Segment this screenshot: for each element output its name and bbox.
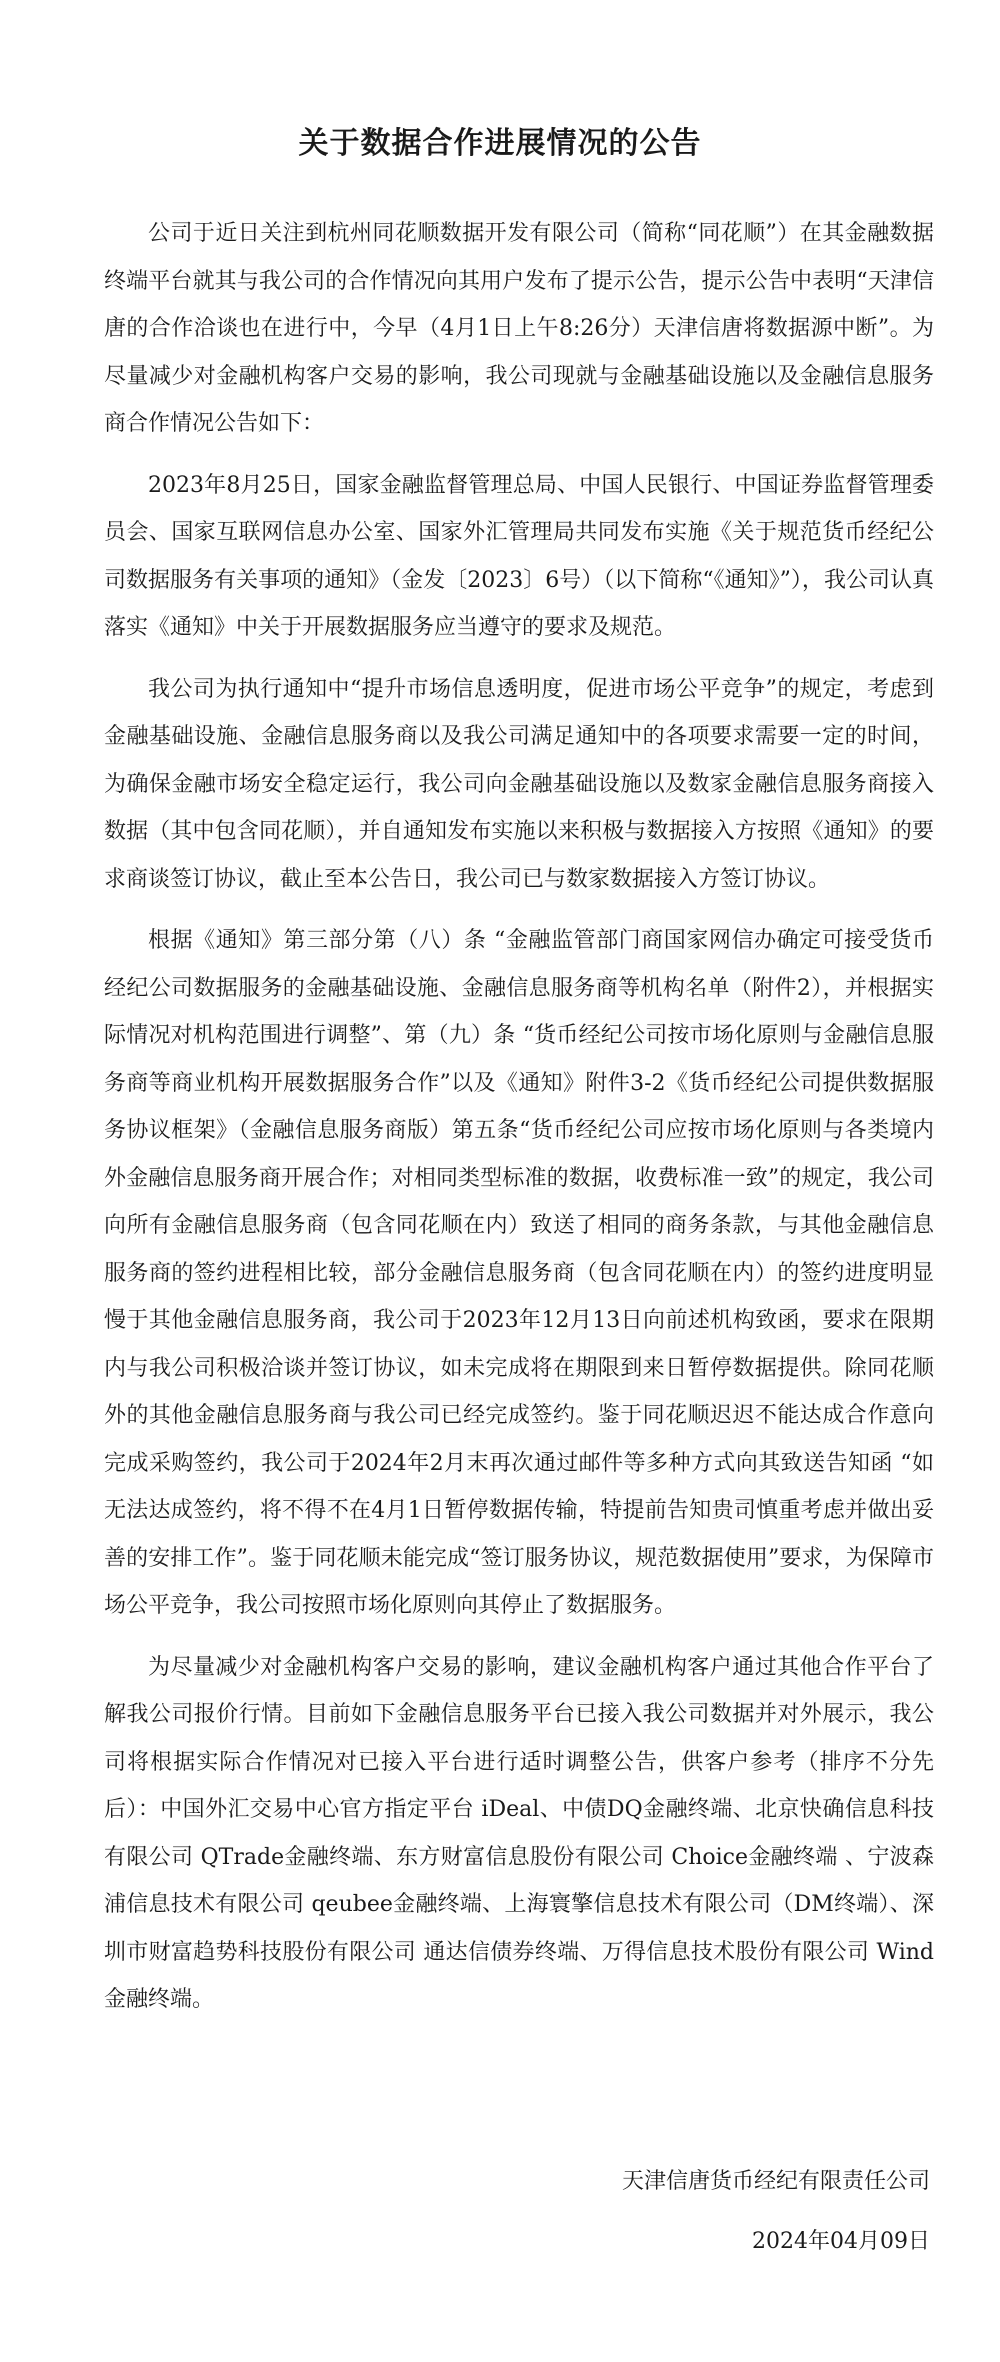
paragraph-intro: 公司于近日关注到杭州同花顺数据开发有限公司（简称“同花顺”）在其金融数据终端平台就其与我公司的合作情况向其用户发布了提示公告，提示公告中表明“天津信唐的合作洽谈也在进行中，今早（4月1日上午8:26分）天津信唐将数据源中断”。为尽量减少对金融机构客户交易的影响，我公司现就与金融基础设施以及金融信息服务商合作情况公告如下： xyxy=(104,221,934,436)
signature-company: 天津信唐货币经纪有限责任公司 xyxy=(621,2169,930,2194)
paragraph-alternative-platforms: 为尽量减少对金融机构客户交易的影响，建议金融机构客户通过其他合作平台了解我公司报价行情。目前如下金融信息服务平台已接入我公司数据并对外展示，我公司将根据实际合作情况对已接入平台进行适时调整公告，供客户参考（排序不分先后）：中国外汇交易中心官方指定平台 iDeal、中债DQ金融终端、北京快确信息科技有限公司 QTrade金融终端、东方财富信息股份有限公司 Choice金融终端 、宁波森浦信息技术有限公司 qeubee金融终端、上海寰擎信息技术有限公司（DM终端）、深圳市财富趋势科技股份有限公司 通达信债券终端、万得信息技术股份有限公司 Wind金融终端。 xyxy=(104,1654,934,2012)
paragraph-notice-background: 2023年8月25日，国家金融监督管理总局、中国人民银行、中国证券监督管理委员会、国家互联网信息办公室、国家外汇管理局共同发布实施《关于规范货币经纪公司数据服务有关事项的通知》（金发〔2023〕6号）（以下简称“《通知》”），我公司认真落实《通知》中关于开展数据服务应当遵守的要求及规范。 xyxy=(104,472,934,640)
page-title: 关于数据合作进展情况的公告 xyxy=(298,126,702,161)
paragraph-implementation: 我公司为执行通知中“提升市场信息透明度，促进市场公平竞争”的规定，考虑到金融基础设施、金融信息服务商以及我公司满足通知中的各项要求需要一定的时间，为确保金融市场安全稳定运行，我公司向金融基础设施以及数家金融信息服务商接入数据（其中包含同花顺），并自通知发布实施以来积极与数据接入方按照《通知》的要求商谈签订协议，截止至本公告日，我公司已与数家数据接入方签订协议。 xyxy=(104,676,934,892)
announcement-body xyxy=(104,210,934,2038)
paragraph-contract-details: 根据《通知》第三部分第（八）条 “金融监管部门商国家网信办确定可接受货币经纪公司数据服务的金融基础设施、金融信息服务商等机构名单（附件2），并根据实际情况对机构范围进行调整”、第（九）条 “货币经纪公司按市场化原则与金融信息服务商等商业机构开展数据服务合作”以及《通知》附件3-2《货币经纪公司提供数据服务协议框架》（金融信息服务商版）第五条“货币经纪公司应按市场化原则与各类境内外金融信息服务商开展合作；对相同类型标准的数据，收费标准一致”的规定，我公司向所有金融信息服务商（包含同花顺在内）致送了相同的商务条款，与其他金融信息服务商的签约进程相比较，部分金融信息服务商（包含同花顺在内）的签约进度明显慢于其他金融信息服务商，我公司于2023年12月13日向前述机构致函，要求在限期内与我公司积极洽谈并签订协议，如未完成将在期限到来日暂停数据提供。除同花顺外的其他金融信息服务商与我公司已经完成签约。鉴于同花顺迟迟不能达成合作意向完成采购签约，我公司于2024年2月末再次通过邮件等多种方式向其致送告知函 “如无法达成签约，将不得不在4月1日暂停数据传输，特提前告知贵司慎重考虑并做出妥善的安排工作”。鉴于同花顺未能完成“签订服务协议，规范数据使用”要求，为保障市场公平竞争，我公司按照市场化原则向其停止了数据服务。 xyxy=(104,928,934,1618)
signature-block xyxy=(622,2152,930,2272)
signature-date: 2024年04月09日 xyxy=(752,2229,930,2254)
